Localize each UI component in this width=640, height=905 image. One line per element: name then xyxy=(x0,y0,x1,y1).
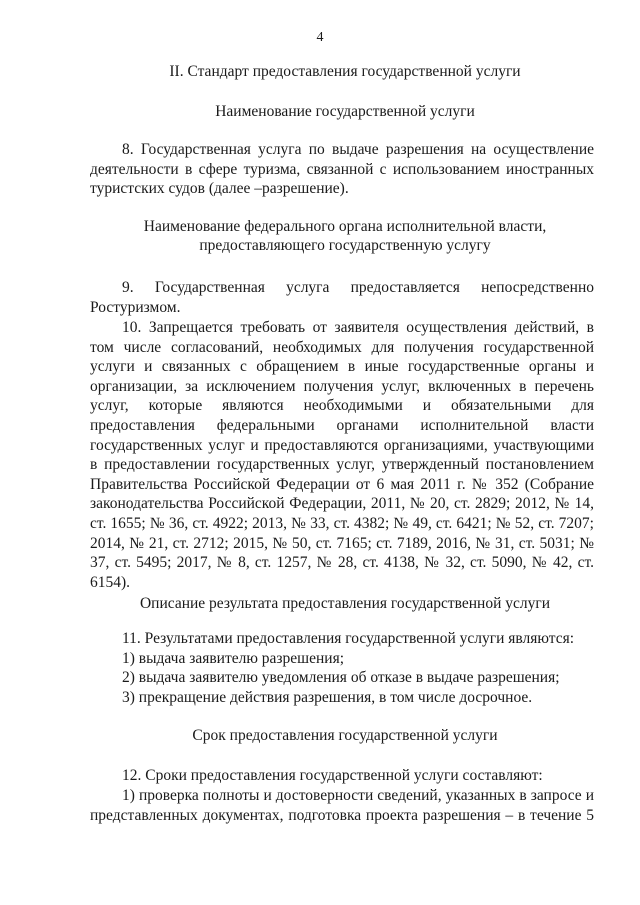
page-number: 4 xyxy=(316,30,324,45)
heading-authority-line1: Наименование федерального органа исполнительной власти, xyxy=(143,218,547,235)
paragraph-9: 9. Государственная услуга предоставляется непосредственно Ростуризмом. xyxy=(90,279,594,316)
paragraph-11: 11. Результатами предоставления государственной услуги являются: xyxy=(122,630,575,647)
heading-service-name: Наименование государственной услуги xyxy=(215,103,475,120)
heading-result: Описание результата предоставления государственной услуги xyxy=(139,595,551,612)
paragraph-12-1: 1) проверка полноты и достоверности сведений, указанных в запросе и представленных документах, подготовка проекта разрешения – в течение 5 xyxy=(90,787,594,824)
paragraph-8: 8. Государственная услуга по выдаче разрешения на осуществление деятельности в сфере туризма, связанной с использованием иностранных туристских судов (далее –разрешение). xyxy=(90,141,594,198)
list-item: 2) выдача заявителю уведомления об отказе в выдаче разрешения; xyxy=(122,669,560,686)
paragraph-12: 12. Сроки предоставления государственной услуги составляют: xyxy=(122,767,543,784)
paragraph-10: 10. Запрещается требовать от заявителя осуществления действий, в том числе согласований, необходимых для получения государственной услуги и связанных с обращением в иные государственные органы и организации, за исключением получения услуг, включенных в перечень услуг, которые являются необходимыми и обязательными для предоставления федеральными органами исполнительной власти государственных услуг и предоставляются организациями, участвующими в предоставлении государственных услуг, утвержденный постановлением Правительства Российской Федерации от 6 мая 2011 г. № 352 (Собрание законодательства Российской Федерации, 2011, № 20, ст. 2829; 2012, № 14, ст. 1655; № 36, ст. 4922; 2013, № 33, ст. 4382; № 49, ст. 6421; № 52, ст. 7207; 2014, № 21, ст. 2712; 2015, № 50, ст. 7165; ст. 7189, 2016, № 31, ст. 5031; № 37, ст. 5495; 2017, № 8, ст. 1257, № 28, ст. 4138, № 32, ст. 5090, № 42, ст. 6154). xyxy=(90,319,594,591)
list-item: 1) выдача заявителю разрешения; xyxy=(122,650,345,667)
heading-term: Срок предоставления государственной услуги xyxy=(192,727,498,744)
section-title: II. Стандарт предоставления государственной услуги xyxy=(169,63,521,80)
heading-authority-line2: предоставляющего государственную услугу xyxy=(199,237,491,254)
list-item: 3) прекращение действия разрешения, в том числе досрочное. xyxy=(122,689,533,706)
